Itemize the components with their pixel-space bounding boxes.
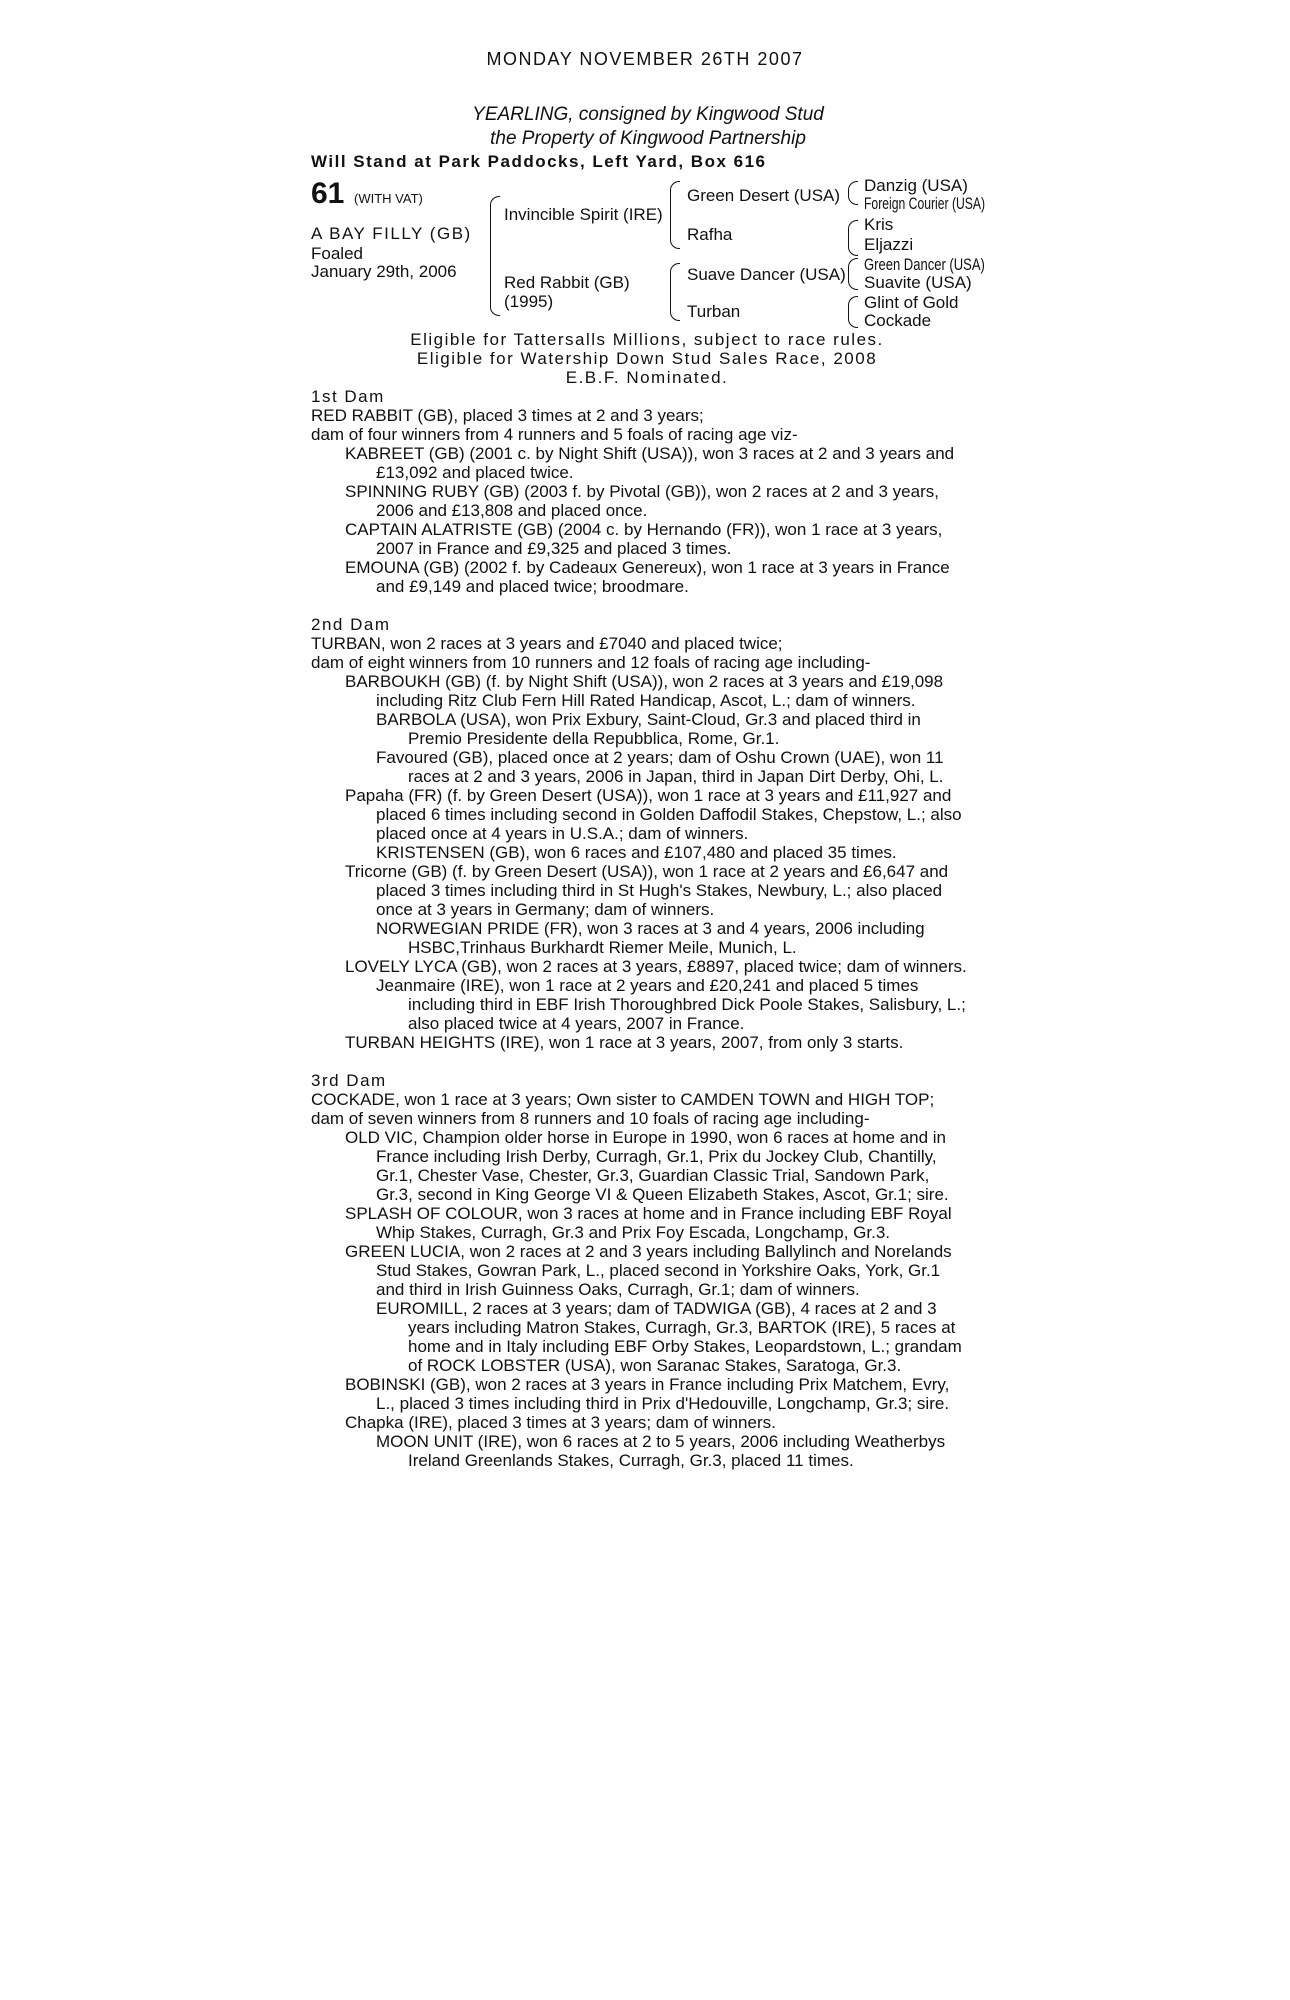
pedigree-brace-suave-dancer [848,258,858,290]
pedigree-brace-dam [670,263,680,321]
section-heading-3rd-dam: 3rd Dam [311,1071,387,1090]
dam2-line: including Ritz Club Fern Hill Rated Handicap, Ascot, L.; dam of winners. [376,691,916,710]
dam2-line: KRISTENSEN (GB), won 6 races and £107,480 and placed 35 times. [376,843,897,862]
section-heading-2nd-dam: 2nd Dam [311,615,391,634]
dam3-line: home and in Italy including EBF Orby Stakes, Leopardstown, L.; grandam [408,1337,962,1356]
pedigree-brace-gen1 [490,196,500,316]
dam1-line: and £9,149 and placed twice; broodmare. [376,577,689,596]
dam2-line: TURBAN HEIGHTS (IRE), won 1 race at 3 years, 2007, from only 3 starts. [345,1033,904,1052]
pedigree-sire: Invincible Spirit (IRE) [504,205,663,224]
dam1-line: KABREET (GB) (2001 c. by Night Shift (USA)), won 3 races at 2 and 3 years and [345,444,955,463]
pedigree-gen3-5: Green Dancer (USA) [864,255,985,274]
dam1-line: EMOUNA (GB) (2002 f. by Cadeaux Genereux), won 1 race at 3 years in France [345,558,950,577]
dam2-line: Favoured (GB), placed once at 2 years; dam of Oshu Crown (UAE), won 11 [376,748,944,767]
dam2-line: LOVELY LYCA (GB), won 2 races at 3 years, £8897, placed twice; dam of winners. [345,957,967,976]
dam3-line: years including Matron Stakes, Curragh, Gr.3, BARTOK (IRE), 5 races at [408,1318,956,1337]
pedigree-dam-year: (1995) [504,292,554,311]
pedigree-gen3-6: Suavite (USA) [864,273,972,292]
dam3-line: dam of seven winners from 8 runners and 10 foals of racing age including- [311,1109,870,1128]
pedigree-sire-sire: Green Desert (USA) [687,186,841,205]
dam2-line: placed once at 4 years in U.S.A.; dam of winners. [376,824,749,843]
dam2-line: BARBOUKH (GB) (f. by Night Shift (USA)), won 2 races at 3 years and £19,098 [345,672,944,691]
dam2-line: placed 3 times including third in St Hugh's Stakes, Newbury, L.; also placed [376,881,943,900]
stand-line: Will Stand at Park Paddocks, Left Yard, Box 616 [311,152,767,171]
dam3-line: MOON UNIT (IRE), won 6 races at 2 to 5 years, 2006 including Weatherbys [376,1432,946,1451]
dam2-line: once at 3 years in Germany; dam of winners. [376,900,715,919]
dam2-line: Papaha (FR) (f. by Green Desert (USA)), won 1 race at 3 years and £11,927 and [345,786,952,805]
dam1-line: RED RABBIT (GB), placed 3 times at 2 and 3 years; [311,406,704,425]
dam3-line: Gr.1, Chester Vase, Chester, Gr.3, Guardian Classic Trial, Sandown Park, [376,1166,930,1185]
pedigree-gen3-1: Danzig (USA) [864,176,968,195]
pedigree-gen3-8: Cockade [864,311,932,330]
dam3-line: COCKADE, won 1 race at 3 years; Own sister to CAMDEN TOWN and HIGH TOP; [311,1090,935,1109]
dam3-line: Ireland Greenlands Stakes, Curragh, Gr.3, placed 11 times. [408,1451,854,1470]
eligibility-line: Eligible for Tattersalls Millions, subject to race rules. [410,330,884,349]
dam3-line: SPLASH OF COLOUR, won 3 races at home and in France including EBF Royal [345,1204,952,1223]
dam2-line: races at 2 and 3 years, 2006 in Japan, third in Japan Dirt Derby, Ohi, L. [408,767,944,786]
dam3-line: of ROCK LOBSTER (USA), won Saranac Stakes, Saratoga, Gr.3. [408,1356,902,1375]
dam3-line: BOBINSKI (GB), won 2 races at 3 years in France including Prix Matchem, Evry, [345,1375,950,1394]
pedigree-brace-turban [848,296,858,328]
pedigree-gen3-3: Kris [864,215,894,234]
dam2-line: TURBAN, won 2 races at 3 years and £7040 and placed twice; [311,634,783,653]
dam2-line: dam of eight winners from 10 runners and 12 foals of racing age including- [311,653,871,672]
dam2-line: HSBC,Trinhaus Burkhardt Riemer Meile, Munich, L. [408,938,797,957]
pedigree-dam-dam: Turban [687,302,741,321]
dam3-line: Stud Stakes, Gowran Park, L., placed second in Yorkshire Oaks, York, Gr.1 [376,1261,941,1280]
dam2-line: including third in EBF Irish Thoroughbred Dick Poole Stakes, Salisbury, L.; [408,995,966,1014]
dam2-line: placed 6 times including second in Golden Daffodil Stakes, Chepstow, L.; also [376,805,962,824]
dam3-line: OLD VIC, Champion older horse in Europe in 1990, won 6 races at home and in [345,1128,947,1147]
dam2-line: BARBOLA (USA), won Prix Exbury, Saint-Cloud, Gr.3 and placed third in [376,710,921,729]
dam3-line: and third in Irish Guinness Oaks, Curragh, Gr.1; dam of winners. [376,1280,860,1299]
pedigree-dam-sire: Suave Dancer (USA) [687,265,846,284]
dam2-line: also placed twice at 4 years, 2007 in France. [408,1014,745,1033]
pedigree-brace-rafha [848,220,858,256]
pedigree-sire-dam: Rafha [687,225,733,244]
foaled-label: Foaled [311,244,363,263]
pedigree-gen3-2: Foreign Courier (USA) [864,194,986,213]
lot-description: A BAY FILLY (GB) [311,224,472,243]
pedigree-gen3-4: Eljazzi [864,235,914,254]
foaled-date: January 29th, 2006 [311,262,457,281]
sale-date: MONDAY NOVEMBER 26TH 2007 [486,49,804,69]
dam3-line: Whip Stakes, Curragh, Gr.3 and Prix Foy Escada, Longchamp, Gr.3. [376,1223,891,1242]
dam1-line: CAPTAIN ALATRISTE (GB) (2004 c. by Hernando (FR)), won 1 race at 3 years, [345,520,943,539]
dam1-line: 2007 in France and £9,325 and placed 3 times. [376,539,732,558]
dam3-line: France including Irish Derby, Curragh, Gr.1, Prix du Jockey Club, Chantilly, [376,1147,937,1166]
dam1-line: dam of four winners from 4 runners and 5 foals of racing age viz- [311,425,798,444]
dam3-line: Chapka (IRE), placed 3 times at 3 years; dam of winners. [345,1413,776,1432]
dam1-line: SPINNING RUBY (GB) (2003 f. by Pivotal (GB)), won 2 races at 2 and 3 years, [345,482,939,501]
vat-note: (WITH VAT) [354,191,423,206]
section-heading-1st-dam: 1st Dam [311,387,385,406]
dam3-line: Gr.3, second in King George VI & Queen Elizabeth Stakes, Ascot, Gr.1; sire. [376,1185,949,1204]
pedigree-brace-green-desert [848,181,858,205]
dam3-line: L., placed 3 times including third in Prix d'Hedouville, Longchamp, Gr.3; sire. [376,1394,950,1413]
dam3-line: EUROMILL, 2 races at 3 years; dam of TADWIGA (GB), 4 races at 2 and 3 [376,1299,937,1318]
lot-number: 61 [311,177,345,210]
eligibility-line: E.B.F. Nominated. [565,368,729,387]
dam2-line: Premio Presidente della Repubblica, Rome, Gr.1. [408,729,780,748]
consignor-line: YEARLING, consigned by Kingwood Stud [472,104,824,125]
pedigree-gen3-7: Glint of Gold [864,293,959,312]
eligibility-line: Eligible for Watership Down Stud Sales Race, 2008 [416,349,878,368]
dam2-line: NORWEGIAN PRIDE (FR), won 3 races at 3 and 4 years, 2006 including [376,919,925,938]
dam1-line: 2006 and £13,808 and placed once. [376,501,648,520]
pedigree-dam: Red Rabbit (GB) [504,273,630,292]
dam2-line: Jeanmaire (IRE), won 1 race at 2 years and £20,241 and placed 5 times [376,976,919,995]
property-line: the Property of Kingwood Partnership [490,128,806,149]
dam3-line: GREEN LUCIA, won 2 races at 2 and 3 years including Ballylinch and Norelands [345,1242,952,1261]
dam1-line: £13,092 and placed twice. [376,463,574,482]
pedigree-brace-sire [670,181,680,249]
dam2-line: Tricorne (GB) (f. by Green Desert (USA)), won 1 race at 2 years and £6,647 and [345,862,949,881]
